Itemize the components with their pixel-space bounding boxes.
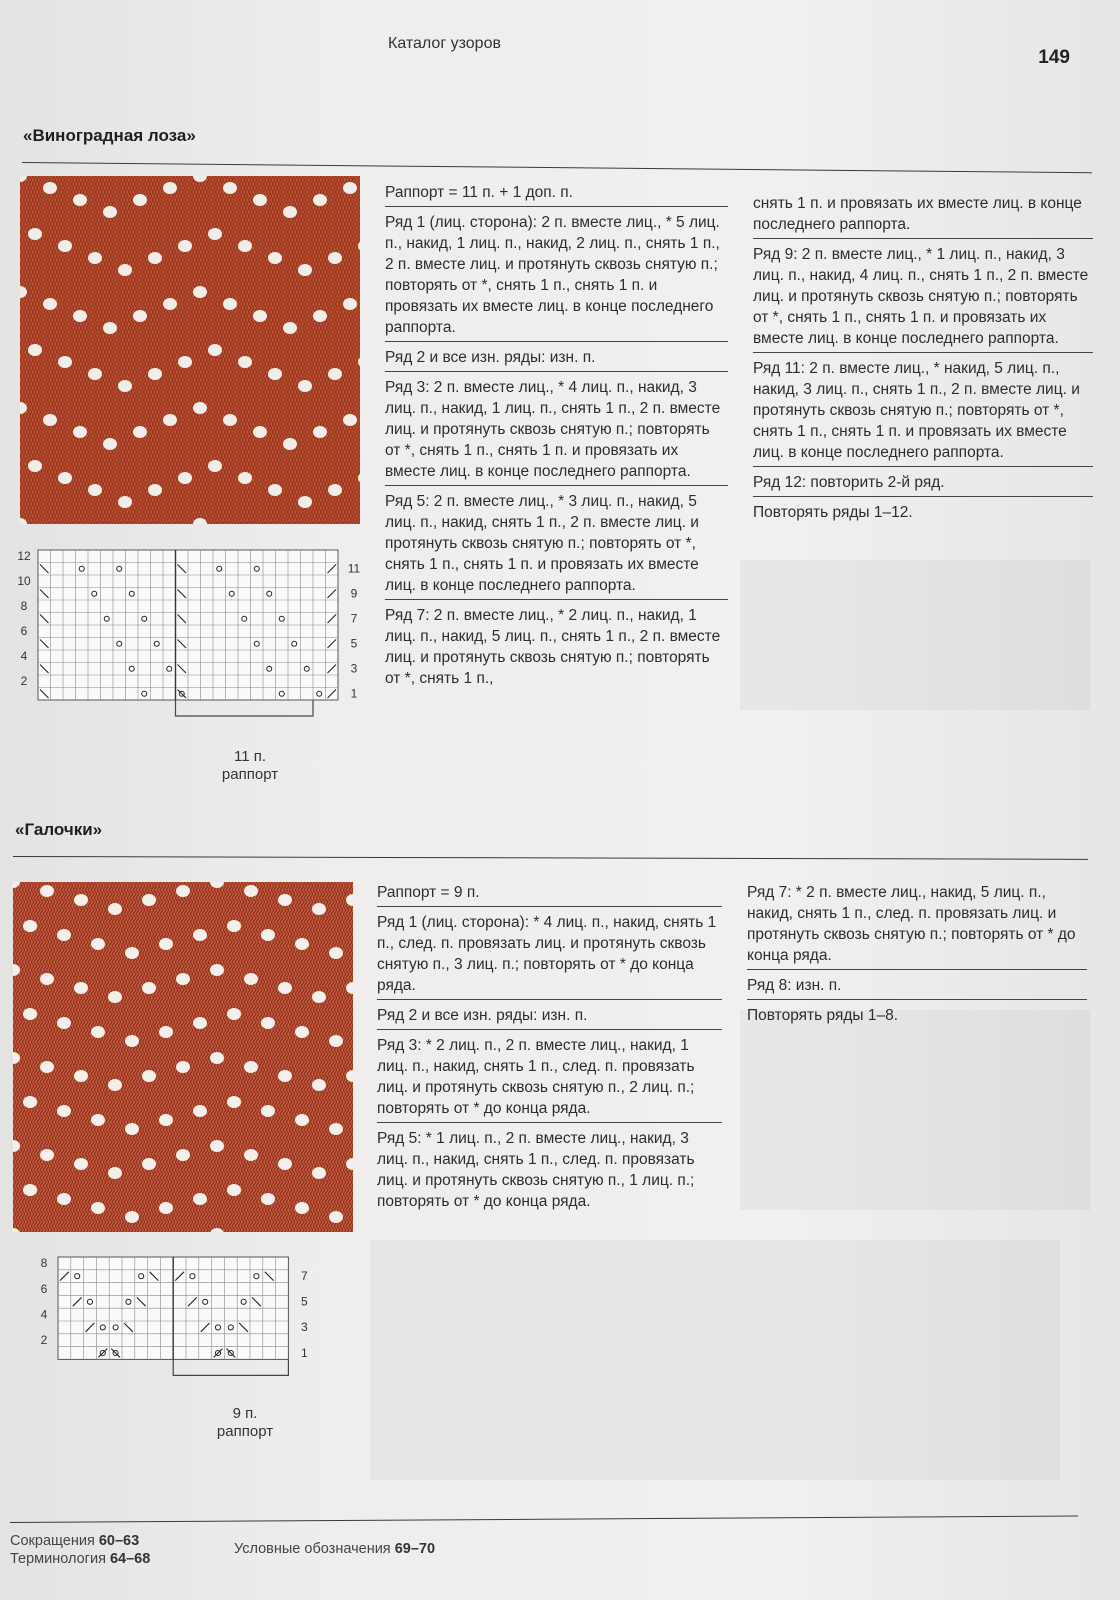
- lace-hole: [329, 1123, 343, 1135]
- section-rule: [22, 162, 1092, 173]
- lace-hole: [142, 1070, 156, 1082]
- instruction-paragraph: Ряд 2 и все изн. ряды: изн. п.: [377, 1003, 722, 1030]
- lace-hole: [125, 1123, 139, 1135]
- instruction-paragraph: Ряд 7: * 2 п. вместе лиц., накид, 5 лиц. п., накид, снять 1 п., след. п. провязать лиц. и протянуть сквозь снятую п.; повторять от * до конца ряда.: [747, 880, 1087, 970]
- row-number-label: 5: [350, 636, 358, 651]
- footer-term-pages: 64–68: [109, 1551, 151, 1567]
- lace-hole: [176, 973, 190, 985]
- lace-hole: [142, 894, 156, 906]
- lace-hole: [23, 1184, 37, 1196]
- lace-hole: [74, 894, 88, 906]
- chart-caption: [195, 1405, 295, 1441]
- row-number-label: 6: [20, 624, 28, 638]
- lace-hole: [208, 460, 222, 472]
- lace-hole: [329, 1211, 343, 1223]
- instructions-column-1: [377, 880, 722, 1218]
- lace-hole: [244, 885, 258, 897]
- row-number-label: 2: [40, 1333, 48, 1348]
- row-number-label: 8: [40, 1256, 48, 1271]
- lace-hole: [193, 1017, 207, 1029]
- lace-hole: [74, 1070, 88, 1082]
- lace-hole: [148, 484, 162, 496]
- lace-hole: [28, 344, 42, 356]
- lace-hole: [125, 947, 139, 959]
- lace-hole: [133, 310, 147, 322]
- lace-hole: [298, 264, 312, 276]
- row-number-label: 6: [40, 1281, 48, 1296]
- row-number-label: 9: [350, 586, 358, 601]
- instructions-column-2: [747, 880, 1087, 1032]
- lace-hole: [58, 472, 72, 484]
- lace-hole: [312, 903, 326, 915]
- lace-hole: [148, 252, 162, 264]
- lace-hole: [88, 252, 102, 264]
- lace-hole: [118, 264, 132, 276]
- footer-term-label: Терминология: [10, 1551, 106, 1567]
- chart-caption: [200, 748, 300, 784]
- lace-hole: [238, 240, 252, 252]
- lace-hole: [142, 1158, 156, 1170]
- row-number-label: 3: [350, 661, 358, 676]
- lace-hole: [28, 228, 42, 240]
- lace-hole: [176, 885, 190, 897]
- lace-hole: [125, 1211, 139, 1223]
- lace-hole: [57, 1105, 71, 1117]
- row-number-label: 4: [40, 1307, 48, 1322]
- repeat-label: раппорт: [221, 766, 279, 783]
- lace-hole: [142, 982, 156, 994]
- row-number-label: 12: [18, 549, 31, 563]
- lace-hole: [28, 460, 42, 472]
- lace-hole: [159, 1114, 173, 1126]
- lace-hole: [223, 298, 237, 310]
- lace-hole: [163, 414, 177, 426]
- instruction-paragraph: Ряд 9: 2 п. вместе лиц., * 1 лиц. п., накид, 3 лиц. п., накид, 4 лиц. п., снять 1 п., 2 п. вместе лиц. и протянуть сквозь снятую п.; повторять от *, снять 1 п., снять 1 п. и провязать их вместе лиц. в конце последнего раппорта.: [753, 242, 1093, 353]
- row-number-label: 1: [350, 686, 358, 701]
- lace-hole: [313, 310, 327, 322]
- lace-hole: [163, 298, 177, 310]
- lace-hole: [88, 484, 102, 496]
- lace-hole: [159, 1026, 173, 1038]
- lace-hole: [227, 1184, 241, 1196]
- lace-hole: [223, 414, 237, 426]
- lace-hole: [343, 414, 357, 426]
- footer-abbr-label: Сокращения: [10, 1533, 95, 1549]
- lace-hole: [244, 973, 258, 985]
- lace-hole: [91, 1114, 105, 1126]
- lace-hole: [329, 947, 343, 959]
- lace-hole: [328, 484, 342, 496]
- lace-hole: [193, 286, 207, 298]
- lace-hole: [108, 903, 122, 915]
- lace-hole: [253, 426, 267, 438]
- instruction-paragraph: Ряд 3: * 2 лиц. п., 2 п. вместе лиц., накид, 1 лиц. п., накид, снять 1 п., след. п. провязать лиц. и протянуть сквозь снятую п., 2 лиц. п.; повторять от * до конца ряда.: [377, 1033, 722, 1123]
- lace-hole: [261, 1193, 275, 1205]
- lace-hole: [57, 929, 71, 941]
- instruction-paragraph: Раппорт = 11 п. + 1 доп. п.: [385, 180, 728, 207]
- swatch-photo: [13, 882, 353, 1232]
- lace-hole: [178, 240, 192, 252]
- footer-symbols-label: Условные обозначения: [234, 1541, 391, 1557]
- lace-hole: [278, 1070, 292, 1082]
- repeat-label: раппорт: [216, 1423, 274, 1440]
- lace-hole: [43, 182, 57, 194]
- lace-hole: [295, 1202, 309, 1214]
- lace-hole: [193, 1105, 207, 1117]
- lace-hole: [210, 1052, 224, 1064]
- lace-hole: [176, 1061, 190, 1073]
- instruction-paragraph: Ряд 12: повторить 2-й ряд.: [753, 470, 1093, 497]
- lace-hole: [43, 414, 57, 426]
- lace-hole: [313, 194, 327, 206]
- instruction-paragraph: Ряд 5: * 1 лиц. п., 2 п. вместе лиц., накид, 3 лиц. п., накид, снять 1 п., след. п. провязать лиц. и протянуть сквозь снятую п., 1 лиц. п.; повторять от * до конца ряда.: [377, 1130, 695, 1210]
- lace-hole: [238, 356, 252, 368]
- instruction-paragraph: снять 1 п. и провязать их вместе лиц. в конце последнего раппорта.: [753, 191, 1093, 239]
- lace-hole: [58, 240, 72, 252]
- lace-hole: [298, 496, 312, 508]
- instruction-paragraph: Ряд 3: 2 п. вместе лиц., * 4 лиц. п., накид, 3 лиц. п., накид, 1 лиц. п., снять 1 п., 2 п. вместе лиц. и протянуть сквозь снятую п.; повторять от *, снять 1 п., снять 1 п. и провязать их вместе лиц. в конце последнего раппорта.: [385, 375, 728, 486]
- lace-hole: [268, 484, 282, 496]
- lace-hole: [278, 1158, 292, 1170]
- instruction-paragraph: Повторять ряды 1–8.: [747, 1007, 899, 1024]
- instruction-paragraph: Ряд 8: изн. п.: [747, 973, 1087, 1000]
- lace-hole: [283, 322, 297, 334]
- lace-hole: [40, 1061, 54, 1073]
- lace-hole: [73, 426, 87, 438]
- instruction-paragraph: Ряд 1 (лиц. сторона): 2 п. вместе лиц., * 5 лиц. п., накид, 1 лиц. п., накид, 2 лиц. п., снять 1 п., 2 п. вместе лиц. и протянуть сквозь снятую п.; повторять от *, снять 1 п., снять 1 п. и провязать их вместе лиц. в конце последнего раппорта.: [385, 210, 728, 342]
- lace-hole: [133, 194, 147, 206]
- footer-links-left: [10, 1532, 150, 1568]
- lace-hole: [118, 496, 132, 508]
- lace-hole: [278, 982, 292, 994]
- section-rule: [13, 856, 1088, 860]
- footer-rule: [10, 1515, 1078, 1523]
- lace-hole: [148, 368, 162, 380]
- lace-hole: [295, 1114, 309, 1126]
- footer-symbols-pages: 69–70: [394, 1541, 436, 1557]
- lace-hole: [133, 426, 147, 438]
- lace-hole: [313, 426, 327, 438]
- lace-hole: [328, 368, 342, 380]
- lace-hole: [343, 182, 357, 194]
- row-number-label: 11: [347, 561, 361, 576]
- lace-hole: [103, 206, 117, 218]
- lace-hole: [227, 1008, 241, 1020]
- footer-links-right: [234, 1540, 435, 1558]
- knitting-chart: [38, 1255, 338, 1400]
- lace-hole: [23, 920, 37, 932]
- lace-hole: [312, 1079, 326, 1091]
- row-number-label: 7: [350, 611, 358, 626]
- knitting-chart: [18, 548, 368, 738]
- row-number-label: 3: [301, 1320, 308, 1335]
- row-number-label: 1: [301, 1345, 308, 1360]
- row-number-label: 4: [20, 649, 28, 663]
- lace-hole: [103, 438, 117, 450]
- footer-abbr-pages: 60–63: [98, 1533, 140, 1549]
- lace-hole: [298, 380, 312, 392]
- lace-hole: [108, 1167, 122, 1179]
- lace-hole: [227, 920, 241, 932]
- lace-hole: [57, 1193, 71, 1205]
- pattern-title: «Виноградная лоза»: [23, 126, 196, 145]
- lace-hole: [210, 1140, 224, 1152]
- lace-hole: [328, 252, 342, 264]
- lace-hole: [91, 1202, 105, 1214]
- lace-hole: [278, 894, 292, 906]
- lace-hole: [73, 310, 87, 322]
- lace-hole: [268, 252, 282, 264]
- lace-hole: [57, 1017, 71, 1029]
- pattern-title: «Галочки»: [15, 820, 103, 839]
- lace-hole: [43, 298, 57, 310]
- instruction-paragraph: Раппорт = 9 п.: [377, 880, 722, 907]
- swatch-photo: [20, 176, 360, 524]
- lace-hole: [210, 964, 224, 976]
- repeat-bracket: [176, 700, 314, 716]
- lace-hole: [74, 1158, 88, 1170]
- lace-hole: [23, 1096, 37, 1108]
- lace-hole: [295, 1026, 309, 1038]
- lace-hole: [261, 1017, 275, 1029]
- lace-hole: [208, 228, 222, 240]
- row-number-label: 10: [18, 574, 31, 588]
- running-head: Каталог узоров: [388, 35, 501, 52]
- lace-hole: [159, 938, 173, 950]
- show-through: [370, 1240, 1060, 1480]
- lace-hole: [343, 298, 357, 310]
- lace-hole: [178, 356, 192, 368]
- row-number-label: 8: [20, 599, 28, 613]
- lace-hole: [103, 322, 117, 334]
- instruction-paragraph: Ряд 7: 2 п. вместе лиц., * 2 лиц. п., накид, 1 лиц. п., накид, 5 лиц. п., снять 1 п., 2 п. вместе лиц. и протянуть сквозь снятую п.; повторять от *, снять 1 п.,: [385, 607, 721, 687]
- lace-hole: [74, 982, 88, 994]
- lace-hole: [58, 356, 72, 368]
- lace-hole: [193, 1193, 207, 1205]
- lace-hole: [283, 438, 297, 450]
- lace-hole: [227, 1096, 241, 1108]
- row-number-label: 2: [20, 674, 28, 688]
- lace-hole: [238, 472, 252, 484]
- show-through: [740, 1010, 1090, 1210]
- lace-hole: [253, 310, 267, 322]
- row-number-label: 7: [301, 1269, 308, 1284]
- lace-hole: [268, 368, 282, 380]
- lace-hole: [223, 182, 237, 194]
- lace-hole: [118, 380, 132, 392]
- repeat-stitch-count: 9 п.: [232, 1405, 258, 1422]
- lace-hole: [178, 472, 192, 484]
- lace-hole: [312, 991, 326, 1003]
- instruction-paragraph: Ряд 11: 2 п. вместе лиц., * накид, 5 лиц. п., накид, 3 лиц. п., снять 1 п., 2 п. вместе лиц. и протянуть сквозь снятую п.; повторять от *, снять 1 п., снять 1 п. и провязать их вместе лиц. в конце последнего раппорта.: [753, 356, 1093, 467]
- lace-hole: [40, 973, 54, 985]
- lace-hole: [73, 194, 87, 206]
- lace-hole: [193, 402, 207, 414]
- lace-hole: [40, 1149, 54, 1161]
- instruction-paragraph: Повторять ряды 1–12.: [753, 504, 913, 521]
- lace-hole: [244, 1061, 258, 1073]
- lace-hole: [159, 1202, 173, 1214]
- lace-hole: [125, 1035, 139, 1047]
- lace-hole: [40, 885, 54, 897]
- repeat-stitch-count: 11 п.: [233, 748, 267, 765]
- lace-hole: [193, 929, 207, 941]
- lace-hole: [312, 1167, 326, 1179]
- lace-hole: [108, 1079, 122, 1091]
- lace-hole: [283, 206, 297, 218]
- lace-hole: [88, 368, 102, 380]
- lace-hole: [108, 991, 122, 1003]
- instructions-column-1: [385, 180, 728, 695]
- lace-hole: [261, 929, 275, 941]
- lace-hole: [261, 1105, 275, 1117]
- lace-hole: [91, 1026, 105, 1038]
- row-number-label: 5: [301, 1294, 308, 1309]
- repeat-bracket: [173, 1359, 288, 1375]
- instruction-paragraph: Ряд 2 и все изн. ряды: изн. п.: [385, 345, 728, 372]
- lace-hole: [23, 1008, 37, 1020]
- lace-hole: [253, 194, 267, 206]
- lace-hole: [176, 1149, 190, 1161]
- lace-hole: [163, 182, 177, 194]
- lace-hole: [91, 938, 105, 950]
- lace-hole: [295, 938, 309, 950]
- instruction-paragraph: Ряд 5: 2 п. вместе лиц., * 3 лиц. п., накид, 5 лиц. п., накид, снять 1 п., 2 п. вместе лиц. и протянуть сквозь снятую п.; повторять от *, снять 1 п., снять 1 п. и провязать их вместе лиц. в конце последнего раппорта.: [385, 489, 728, 600]
- lace-hole: [208, 344, 222, 356]
- instructions-column-2: [753, 191, 1093, 529]
- lace-hole: [329, 1035, 343, 1047]
- lace-hole: [244, 1149, 258, 1161]
- instruction-paragraph: Ряд 1 (лиц. сторона): * 4 лиц. п., накид, снять 1 п., след. п. провязать лиц. и протянуть сквозь снятую п., 3 лиц. п.; повторять от * до конца ряда.: [377, 910, 722, 1000]
- page-number: 149: [1038, 47, 1070, 68]
- show-through: [740, 560, 1090, 710]
